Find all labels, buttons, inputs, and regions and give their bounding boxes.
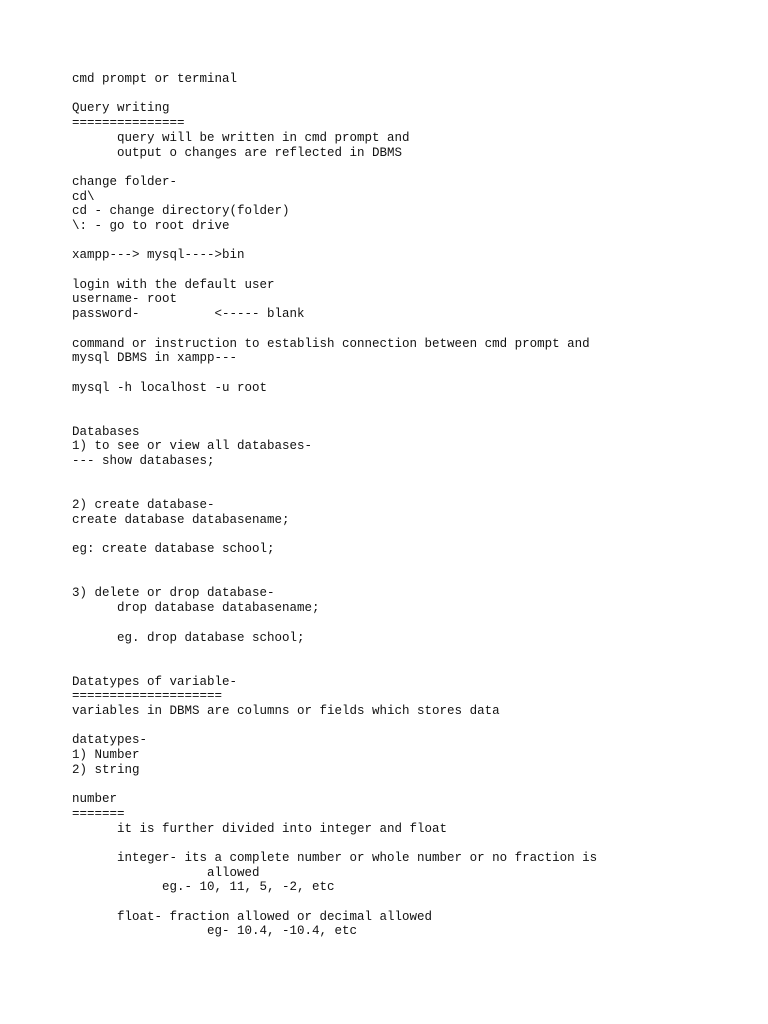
blank-line [72, 572, 712, 587]
blank-line [72, 160, 712, 175]
blank-line [72, 395, 712, 410]
heading-underline: ======= [72, 806, 125, 821]
text-line: eg- 10.4, -10.4, etc [72, 924, 358, 939]
blank-line [72, 469, 712, 484]
blank-line [72, 777, 712, 792]
code-line: eg: create database school; [72, 542, 275, 557]
document-text [72, 72, 712, 939]
code-line: drop database databasename; [72, 601, 320, 616]
text-line: integer- its a complete number or whole number or no fraction is [72, 850, 598, 865]
text-line: 3) delete or drop database- [72, 586, 275, 601]
blank-line [72, 322, 712, 337]
blank-line [72, 660, 712, 675]
code-line: create database databasename; [72, 512, 290, 527]
heading-underline: =============== [72, 116, 185, 131]
section-heading: Databases [72, 424, 140, 439]
blank-line [72, 484, 712, 499]
code-line: eg. drop database school; [72, 630, 305, 645]
list-item: 1) Number [72, 748, 140, 763]
text-line: 2) create database- [72, 498, 215, 513]
blank-line [72, 410, 712, 425]
text-line: xampp---> mysql---->bin [72, 248, 245, 263]
section-heading: Query writing [72, 101, 170, 116]
text-line: cd - change directory(folder) [72, 204, 290, 219]
blank-line [72, 616, 712, 631]
code-line: mysql -h localhost -u root [72, 380, 268, 395]
blank-line [72, 528, 712, 543]
blank-line [72, 719, 712, 734]
text-line: login with the default user [72, 277, 275, 292]
text-line: datatypes- [72, 733, 148, 748]
text-line: mysql DBMS in xampp--- [72, 351, 238, 366]
section-heading: number [72, 792, 118, 807]
blank-line [72, 366, 712, 381]
text-line: command or instruction to establish connection between cmd prompt and [72, 336, 590, 351]
text-line: cmd prompt or terminal [72, 72, 238, 86]
text-line: 1) to see or view all databases- [72, 439, 313, 454]
text-line: change folder- [72, 174, 178, 189]
text-line: allowed [72, 865, 260, 880]
blank-line [72, 895, 712, 910]
code-line: --- show databases; [72, 454, 215, 469]
blank-line [72, 234, 712, 249]
text-line: cd\ [72, 189, 95, 204]
text-line: \: - go to root drive [72, 219, 230, 233]
text-line: output o changes are reflected in DBMS [72, 145, 403, 160]
section-heading: Datatypes of variable- [72, 674, 238, 689]
blank-line [72, 87, 712, 102]
text-line: query will be written in cmd prompt and [72, 130, 410, 145]
blank-line [72, 645, 712, 660]
text-line: eg.- 10, 11, 5, -2, etc [72, 880, 335, 895]
blank-line [72, 836, 712, 851]
text-line: password- <----- blank [72, 307, 305, 322]
text-line: username- root [72, 292, 178, 307]
text-line: float- fraction allowed or decimal allowed [72, 909, 433, 924]
heading-underline: ==================== [72, 689, 223, 704]
blank-line [72, 557, 712, 572]
list-item: 2) string [72, 762, 140, 777]
blank-line [72, 263, 712, 278]
text-line: variables in DBMS are columns or fields which stores data [72, 703, 500, 718]
text-line: it is further divided into integer and float [72, 821, 448, 836]
